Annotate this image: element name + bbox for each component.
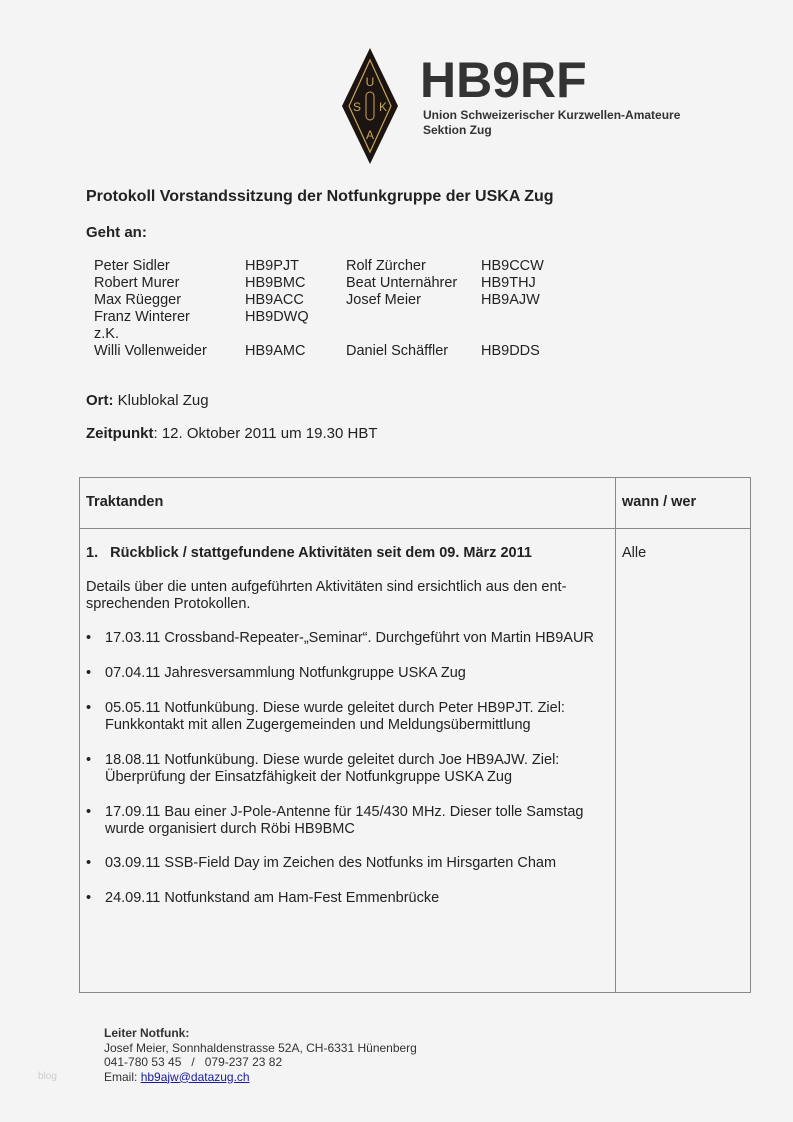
recipient-callsign: HB9CCW — [481, 258, 544, 274]
recipient-callsign: HB9DDS — [481, 343, 540, 359]
footer-address: Josef Meier, Sonnhaldenstrasse 52A, CH-6331 Hünenberg — [104, 1040, 417, 1055]
uska-logo — [340, 46, 400, 166]
recipient-name: Rolf Zürcher — [346, 258, 426, 274]
location-value: Klublokal Zug — [113, 392, 209, 409]
activity-text: 03.09.11 SSB-Field Day im Zeichen des Notfunks im Hirsgarten Cham — [105, 855, 557, 871]
recipient-name: Franz Winterer — [94, 309, 190, 325]
bullet-icon: • — [86, 752, 92, 768]
recipient-name: Josef Meier — [346, 292, 421, 308]
location — [86, 392, 209, 409]
bullet-icon: • — [86, 855, 92, 871]
email-link[interactable]: hb9ajw@datazug.ch — [140, 1069, 250, 1084]
activity-text: 05.05.11 Notfunkübung. Diese wurde geleitet durch Peter HB9PJT. Ziel: — [105, 700, 565, 716]
recipient-name: z.K. — [94, 326, 119, 342]
recipient-callsign: HB9PJT — [245, 258, 299, 274]
recipient-callsign: HB9BMC — [245, 275, 306, 291]
footer-contact — [104, 1026, 417, 1084]
email-label: Email: — [104, 1069, 141, 1084]
activity-text: 24.09.11 Notfunkstand am Ham-Fest Emmenbrücke — [105, 890, 440, 906]
recipient-callsign: HB9AJW — [481, 292, 540, 308]
recipient-name: Max Rüegger — [94, 292, 182, 308]
activity-item — [86, 890, 606, 907]
section-who: Alle — [622, 545, 647, 561]
activity-text: wurde organisiert durch Röbi HB9BMC — [105, 821, 355, 837]
bullet-icon: • — [86, 700, 92, 716]
activity-item — [86, 665, 606, 682]
activity-item — [86, 752, 606, 786]
callsign-heading: HB9RF — [420, 52, 587, 108]
recipient-name: Peter Sidler — [94, 258, 170, 274]
recipient-callsign: HB9DWQ — [245, 309, 309, 325]
activity-text: 17.09.11 Bau einer J-Pole-Antenne für 145/430 MHz. Dieser tolle Samstag — [105, 804, 584, 820]
watermark: blog — [38, 1071, 57, 1082]
svg-text:K: K — [378, 100, 388, 114]
recipient-name: Robert Murer — [94, 275, 180, 291]
org-section: Sektion Zug — [423, 123, 492, 137]
activity-text: Überprüfung der Einsatzfähigkeit der Notfunkgruppe USKA Zug — [105, 769, 513, 785]
svg-text:U: U — [365, 75, 375, 89]
bullet-icon: • — [86, 630, 92, 646]
organization-name — [423, 108, 680, 138]
activity-item — [86, 804, 606, 838]
recipient-name: Beat Unternährer — [346, 275, 458, 291]
agenda-table — [79, 477, 751, 993]
svg-text:A: A — [365, 128, 375, 142]
bullet-icon: • — [86, 665, 92, 681]
date-time — [86, 425, 378, 442]
activity-item — [86, 700, 606, 734]
bullet-icon: • — [86, 890, 92, 906]
recipient-callsign: HB9AMC — [245, 343, 306, 359]
column-header-who: wann / wer — [622, 494, 697, 510]
activity-item — [86, 630, 606, 647]
activity-text: 17.03.11 Crossband-Repeater-„Seminar“. Durchgeführt von Martin HB9AUR — [105, 630, 594, 646]
location-label: Ort: — [86, 392, 114, 409]
footer-label: Leiter Notfunk: — [104, 1026, 190, 1040]
document-title: Protokoll Vorstandssitzung der Notfunkgruppe der USKA Zug — [86, 188, 554, 205]
activity-text: 18.08.11 Notfunkübung. Diese wurde geleitet durch Joe HB9AJW. Ziel: — [105, 752, 560, 768]
recipient-name: Willi Vollenweider — [94, 343, 207, 359]
activity-text: 07.04.11 Jahresversammlung Notfunkgruppe USKA Zug — [105, 665, 466, 681]
activity-text: Funkkontakt mit allen Zugergemeinden und Meldungsübermittlung — [105, 717, 531, 733]
svg-text:S: S — [352, 100, 362, 114]
section-title: 1. Rückblick / stattgefundene Aktivitäten seit dem 09. März 2011 — [86, 545, 532, 561]
recipients-label: Geht an: — [86, 224, 147, 241]
bullet-icon: • — [86, 804, 92, 820]
date-value: : 12. Oktober 2011 um 19.30 HBT — [153, 425, 378, 442]
recipient-callsign: HB9ACC — [245, 292, 304, 308]
date-label: Zeitpunkt — [86, 425, 154, 442]
activity-item — [86, 855, 606, 872]
recipient-callsign: HB9THJ — [481, 275, 536, 291]
org-line: Union Schweizerischer Kurzwellen-Amateure — [423, 108, 681, 122]
column-header-agenda: Traktanden — [86, 494, 164, 510]
recipient-name: Daniel Schäffler — [346, 343, 449, 359]
footer-phone: 041-780 53 45 / 079-237 23 82 — [104, 1055, 283, 1069]
intro-text: Details über die unten aufgeführten Aktivitäten sind ersichtlich aus den ent- sprechenden Protokollen. — [86, 579, 567, 612]
